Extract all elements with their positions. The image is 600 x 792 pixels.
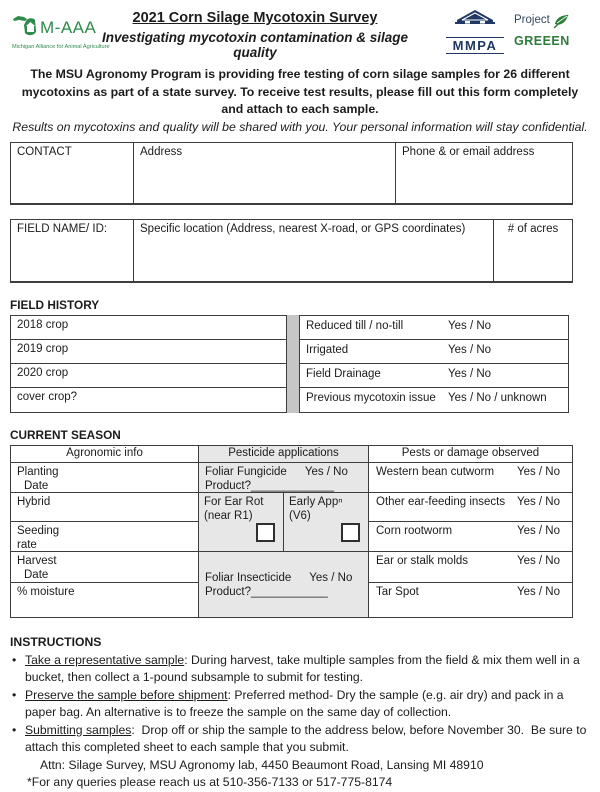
title-block <box>90 10 420 60</box>
leaf-icon <box>552 14 570 34</box>
crop-2018-label: 2018 crop <box>17 319 69 331</box>
crop-2019-label: 2019 crop <box>17 343 69 355</box>
cover-crop-field[interactable] <box>11 388 286 412</box>
previous-mycotoxin-options[interactable]: Yes / No / unknown <box>448 392 547 404</box>
cover-crop-label: cover crop? <box>17 391 78 403</box>
contact-name-field[interactable] <box>11 143 134 204</box>
intro-paragraph <box>10 66 590 136</box>
crop-2020-label: 2020 crop <box>17 367 69 379</box>
field-name-id-field[interactable] <box>11 220 134 282</box>
planting-label: Planting <box>17 466 59 478</box>
seeding-label: Seeding <box>17 525 60 537</box>
foliar-insecticide-label: Foliar Insecticide <box>205 571 292 584</box>
table-row <box>369 463 572 493</box>
intro-italic-text: Results on mycotoxins and quality will be shared with you. Your personal information will stay confidential. <box>12 119 588 134</box>
pests-damage-header: Pests or damage observed <box>369 446 572 463</box>
page-subtitle: Investigating mycotoxin contamination & silage quality <box>101 30 409 60</box>
acres-field[interactable] <box>494 220 572 282</box>
harvest-date-label: Date <box>24 569 49 581</box>
queries-contact-line: *For any queries please reach us at 510-356-7133 or 517-775-8174 <box>27 775 393 789</box>
ear-rot-label-line1: For Ear Rot <box>204 496 264 508</box>
michigan-mitten-icon <box>12 12 38 43</box>
pesticide-applications-header: Pesticide applications <box>199 446 369 463</box>
table-separator-strip <box>287 315 299 413</box>
hybrid-field[interactable] <box>11 493 199 522</box>
field-history-heading: FIELD HISTORY <box>10 298 100 312</box>
table-row <box>369 552 572 583</box>
instructions-section <box>10 634 590 792</box>
field-name-table <box>10 219 573 283</box>
moisture-label: % moisture <box>17 586 75 598</box>
maaa-wordmark: M-AAA <box>40 17 97 37</box>
seeding-rate-field[interactable] <box>11 522 199 552</box>
foliar-fungicide-cell <box>199 463 369 493</box>
bullet-icon: • <box>12 687 17 702</box>
maaa-tagline: Michigan Alliance for Animal Agriculture <box>12 44 110 50</box>
phone-email-label: Phone & or email address <box>402 146 535 158</box>
greeen-wordmark: GREEEN <box>514 34 570 48</box>
table-row <box>369 493 572 522</box>
planting-date-label: Date <box>24 480 49 492</box>
form-header <box>10 8 590 62</box>
list-item <box>10 687 590 722</box>
project-label: Project <box>514 14 550 26</box>
bullet-text <box>25 687 590 722</box>
specific-location-field[interactable] <box>134 220 494 282</box>
current-season-heading: CURRENT SEASON <box>10 428 121 442</box>
contact-phone-email-field[interactable] <box>396 143 572 204</box>
address-label: Address <box>140 146 183 158</box>
project-greeen-logo <box>514 14 570 48</box>
field-history-tables <box>10 315 590 413</box>
reduced-till-label: Reduced till / no-till <box>306 320 404 332</box>
field-history-practices-table <box>299 315 569 413</box>
table-row <box>369 522 572 552</box>
bullet-2-underlined: Preserve the sample before shipment <box>25 687 228 702</box>
tar-spot-label: Tar Spot <box>376 586 419 598</box>
bullet-3-rest: : Drop off or ship the sample to the address below, before November 30. Be sure to attach this completed sheet to each sample that you submit. <box>25 722 590 754</box>
western-bean-cutworm-options[interactable]: Yes / No <box>516 466 560 478</box>
foliar-insecticide-options[interactable]: Yes / No <box>309 571 353 584</box>
ear-feeding-insects-options[interactable]: Yes / No <box>516 496 560 508</box>
specific-location-label: Specific location (Address, nearest X-road, or GPS coordinates) <box>140 223 466 235</box>
ear-feeding-insects-label: Other ear-feeding insects <box>376 496 506 508</box>
western-bean-cutworm-label: Western bean cutworm <box>376 466 495 478</box>
bullet-icon: • <box>12 722 17 737</box>
tar-spot-options[interactable]: Yes / No <box>516 586 560 598</box>
field-history-crops-table <box>10 315 287 413</box>
bullet-1-rest: : During harvest, take multiple samples from the field & mix them well in a bucket, then collect a 1-pound subsample to submit for testing. <box>25 652 584 684</box>
early-app-label: Early Appⁿ (V6) <box>289 496 343 522</box>
insecticide-product-blank[interactable]: Product?____________ <box>205 585 328 598</box>
barn-icon <box>453 19 497 36</box>
bullet-text <box>25 652 590 687</box>
crop-2019-field[interactable] <box>11 340 286 364</box>
early-app-cell <box>284 493 369 552</box>
fungicide-product-blank[interactable]: Product?_____________ <box>205 480 335 492</box>
intro-bold-text: The MSU Agronomy Program is providing free testing of corn silage samples for 26 different mycotoxins as part of a state survey. To receive test results, please fill out this form completely and attach to each sample. <box>21 67 579 116</box>
instructions-heading: INSTRUCTIONS <box>10 635 102 649</box>
crop-2020-field[interactable] <box>11 364 286 388</box>
foliar-fungicide-options[interactable]: Yes / No <box>304 466 348 478</box>
reduced-till-options[interactable]: Yes / No <box>448 320 492 332</box>
drainage-label: Field Drainage <box>306 368 381 380</box>
drainage-options[interactable]: Yes / No <box>448 368 492 380</box>
contact-label: CONTACT <box>17 146 72 158</box>
irrigated-label: Irrigated <box>306 344 349 356</box>
foliar-fungicide-label: Foliar Fungicide <box>205 466 287 478</box>
bullet-1-underlined: Take a representative sample <box>25 652 185 667</box>
bullet-icon: • <box>12 652 17 667</box>
ear-rot-checkbox[interactable] <box>256 523 275 542</box>
ear-stalk-molds-label: Ear or stalk molds <box>376 555 469 567</box>
harvest-date-field[interactable] <box>11 552 199 583</box>
bullet-2-rest: : Preferred method- Dry the sample (e.g. air dry) and pack in a paper bag. An alternative is to freeze the sample on the same day of collection. <box>25 687 567 719</box>
corn-rootworm-options[interactable]: Yes / No <box>516 525 560 537</box>
field-name-id-label: FIELD NAME/ ID: <box>17 223 108 235</box>
contact-table <box>10 142 573 205</box>
contact-address-field[interactable] <box>134 143 396 204</box>
acres-label: # of acres <box>507 223 559 235</box>
crop-2018-field[interactable] <box>11 316 286 340</box>
foliar-insecticide-cell <box>199 552 369 617</box>
ear-rot-label-line2: (near R1) <box>204 509 253 522</box>
bullet-text <box>25 722 590 757</box>
irrigated-options[interactable]: Yes / No <box>448 344 492 356</box>
corn-rootworm-label: Corn rootworm <box>376 525 453 537</box>
table-row <box>300 340 568 364</box>
mmpa-wordmark: MMPA <box>446 37 504 54</box>
shipping-address-line: Attn: Silage Survey, MSU Agronomy lab, 4450 Beaumont Road, Lansing MI 48910 <box>40 757 484 772</box>
list-item <box>10 722 590 757</box>
current-season-table <box>10 445 573 618</box>
previous-mycotoxin-label: Previous mycotoxin issue <box>306 392 436 404</box>
harvest-label: Harvest <box>17 555 57 567</box>
bullet-3-underlined: Submitting samples <box>25 722 132 737</box>
ear-stalk-molds-options[interactable]: Yes / No <box>516 555 560 567</box>
table-row <box>300 316 568 340</box>
list-item <box>10 652 590 687</box>
table-row <box>300 388 568 412</box>
mmpa-logo <box>446 10 504 54</box>
ear-rot-cell <box>199 493 284 552</box>
moisture-field[interactable] <box>11 583 199 617</box>
table-row <box>369 583 572 617</box>
table-row <box>300 364 568 388</box>
seeding-rate-label: rate <box>17 539 37 551</box>
planting-date-field[interactable] <box>11 463 199 493</box>
page-title: 2021 Corn Silage Mycotoxin Survey <box>132 10 378 26</box>
hybrid-label: Hybrid <box>17 496 51 508</box>
early-app-checkbox[interactable] <box>341 523 360 542</box>
agronomic-info-header: Agronomic info <box>11 446 199 463</box>
